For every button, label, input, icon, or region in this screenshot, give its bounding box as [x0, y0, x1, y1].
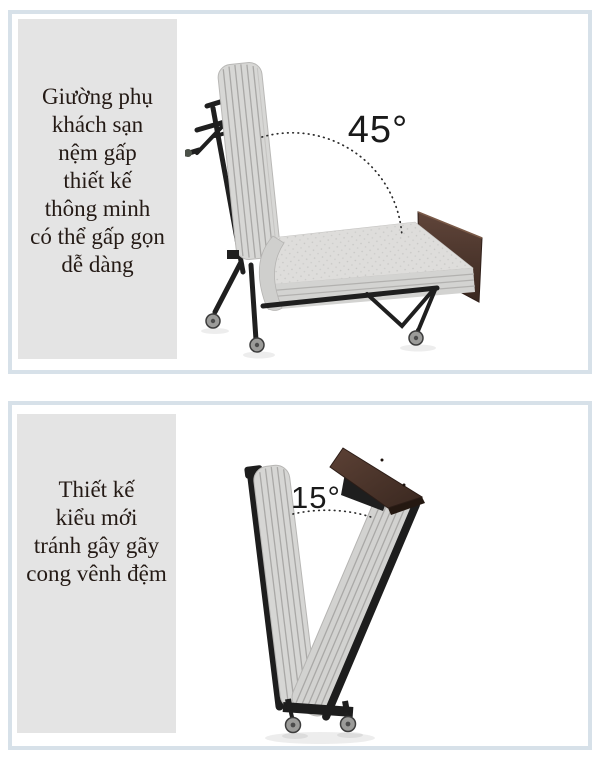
angle-label-15: 15° — [291, 480, 341, 515]
caption-line: tránh gây gãy — [33, 533, 160, 558]
caption-line: nệm gấp — [58, 140, 137, 165]
caption-line: có thể gấp gọn — [30, 224, 165, 249]
caption-line: Giường phụ — [42, 84, 153, 109]
unfolded-bed-photo — [185, 40, 593, 370]
board-screw — [403, 484, 406, 487]
panel-unfolded — [8, 10, 592, 374]
caption-box-folded — [17, 414, 176, 733]
caster-wheel — [286, 713, 301, 733]
caster-wheel — [250, 338, 264, 352]
caption-line: khách sạn — [51, 112, 144, 137]
caster-wheel — [341, 714, 356, 732]
caster-wheel — [206, 312, 220, 328]
caster-wheels — [201, 312, 436, 359]
board-screw — [381, 459, 384, 462]
caption-line: thiết kế — [63, 168, 132, 193]
panel-folded — [8, 401, 592, 750]
angle-label-45: 45° — [347, 109, 409, 151]
caption-line: Thiết kế — [58, 477, 135, 502]
caption-line: thông minh — [44, 196, 151, 221]
hinge-plate — [227, 250, 239, 259]
push-handle — [185, 149, 199, 157]
mattress-raised — [217, 61, 281, 261]
folded-mattress-right — [288, 484, 422, 722]
caption-box-unfolded — [18, 19, 177, 359]
caption-line: cong vênh đệm — [26, 561, 167, 586]
caption-line: dễ dàng — [61, 252, 134, 277]
caster-wheel — [409, 330, 423, 345]
caption-line: kiểu mới — [55, 505, 138, 530]
folded-bed-photo — [195, 415, 525, 746]
